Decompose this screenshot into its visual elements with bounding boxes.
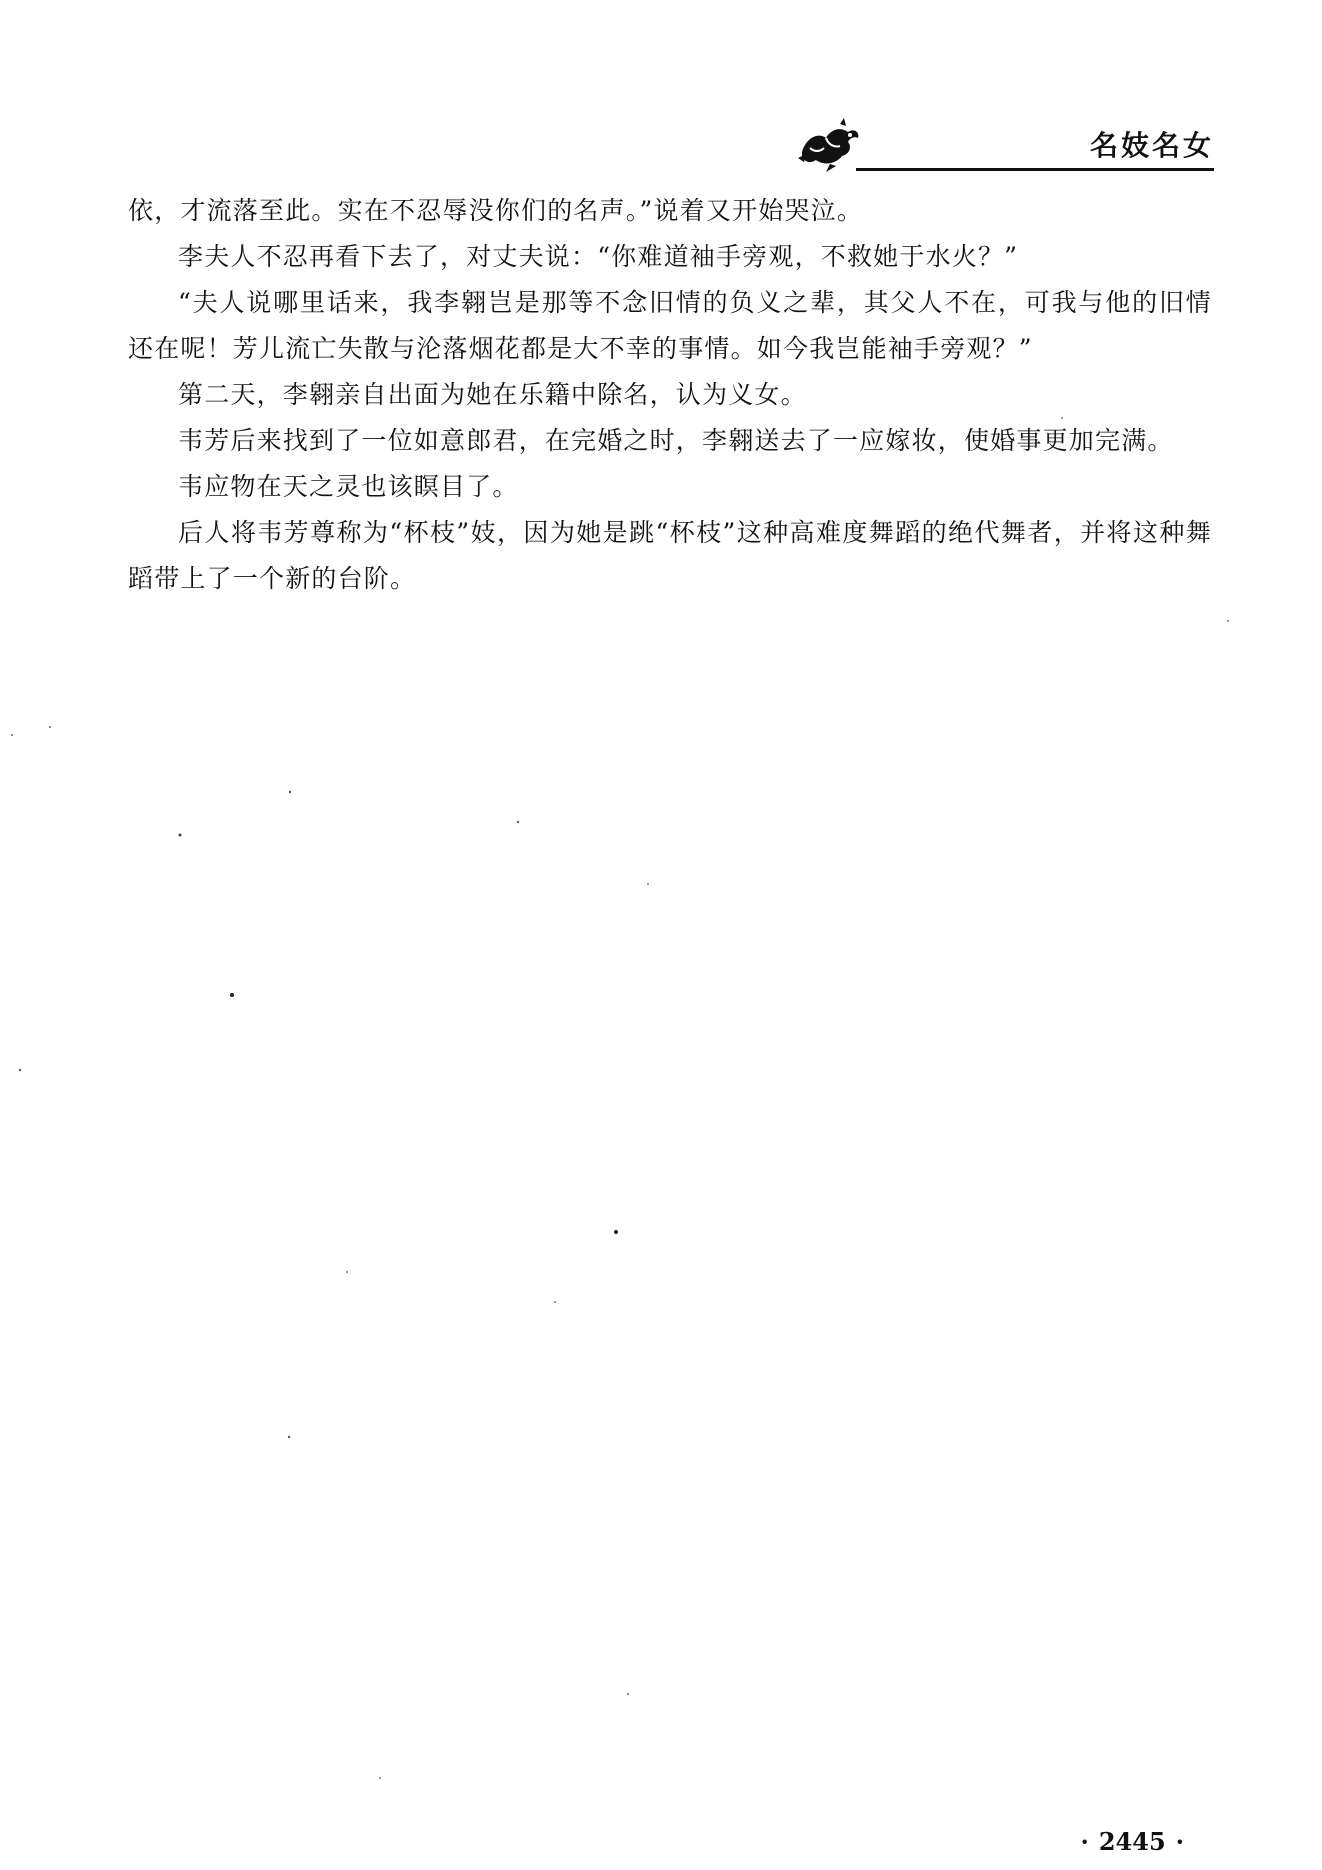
paragraph-4: 第二天，李翱亲自出面为她在乐籍中除名，认为义女。 <box>178 380 807 409</box>
running-head <box>796 118 1214 174</box>
page-number-value: 2445 <box>1098 1827 1166 1856</box>
paragraph-7: 后人将韦芳尊称为“杯枝”妓，因为她是跳“杯枝”这种高难度舞蹈的绝代舞者，并将这种舞蹈带上了一个新的台阶。 <box>128 518 1212 593</box>
folio-bullet-left: · <box>1080 1827 1089 1856</box>
paragraph-6: 韦应物在天之灵也该瞑目了。 <box>178 472 519 501</box>
dragon-emblem-icon <box>796 118 866 172</box>
page-number <box>1070 1827 1194 1856</box>
paragraph-2: 李夫人不忍再看下去了，对丈夫说：“你难道袖手旁观，不救她于水火？” <box>178 242 1019 271</box>
paragraph-3: “夫人说哪里话来，我李翱岂是那等不念旧情的负义之辈，其父人不在，可我与他的旧情还在呢！芳儿流亡失散与沦落烟花都是大不幸的事情。如今我岂能袖手旁观？” <box>128 288 1212 363</box>
running-head-title: 名妓名女 <box>1089 129 1214 162</box>
paragraph-1: 依，才流落至此。实在不忍辱没你们的名声。”说着又开始哭泣。 <box>128 196 864 225</box>
paragraph-5: 韦芳后来找到了一位如意郎君，在完婚之时，李翱送去了一应嫁妆，使婚事更加完满。 <box>178 426 1174 455</box>
folio-bullet-right: · <box>1175 1827 1184 1856</box>
header-rule <box>856 168 1214 171</box>
body-text <box>128 188 1212 602</box>
